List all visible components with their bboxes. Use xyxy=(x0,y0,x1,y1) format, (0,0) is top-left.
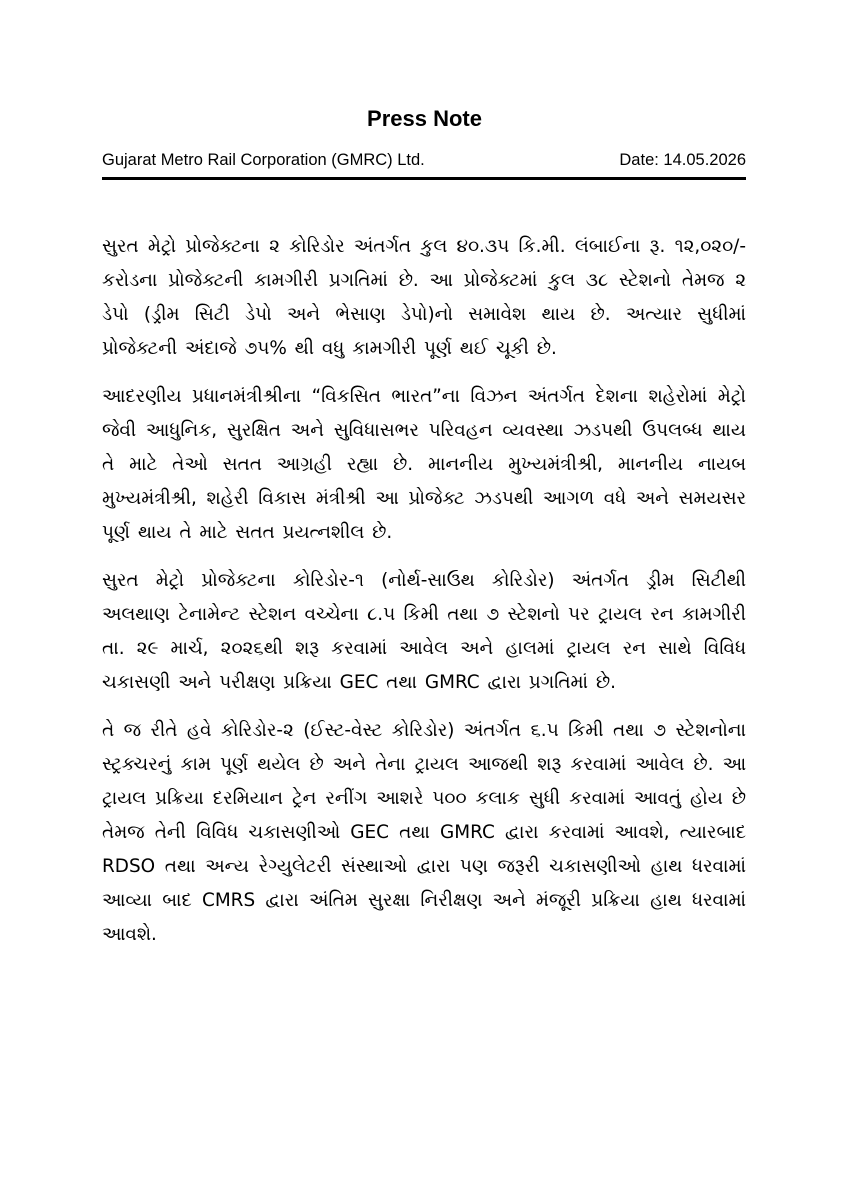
organization-name: Gujarat Metro Rail Corporation (GMRC) Ltd. xyxy=(102,151,425,169)
document-header xyxy=(102,148,746,180)
paragraph-corridor-2-trial: તે જ રીતે હવે કોરિડોર-૨ (ઈસ્ટ-વેસ્ટ કોરિડોર) અંતર્ગત ૬.૫ કિમી તથા ૭ સ્ટેશનોના સ્ટ્રક્ચરનું કામ પૂર્ણ થયેલ છે અને તેના ટ્રાયલ આજથી શરૂ કરવામાં આવેલ છે. આ ટ્રાયલ પ્રક્રિયા દરમિયાન ટ્રેન રનીંગ આશરે ૫૦૦ કલાક સુધી કરવામાં આવતું હોય છે તેમજ તેની વિવિધ ચકાસણીઓ GEC તથા GMRC દ્વારા કરવામાં આવશે, ત્યારબાદ RDSO તથા અન્ય રેગ્યુલેટરી સંસ્થાઓ દ્વારા પણ જરૂરી ચકાસણીઓ હાથ ધરવામાં આવ્યા બાદ CMRS દ્વારા અંતિમ સુરક્ષા નિરીક્ષણ અને મંજૂરી પ્રક્રિયા હાથ ધરવામાં આવશે. xyxy=(102,720,746,945)
paragraph-vision: આદરણીય પ્રધાનમંત્રીશ્રીના “વિકસિત ભારત”ના વિઝન અંતર્ગત દેશના શહેરોમાં મેટ્રો જેવી આધુનિક, સુરક્ષિત અને સુવિધાસભર પરિવહન વ્યવસ્થા ઝડપથી ઉપલબ્ધ થાય તે માટે તેઓ સતત આગ્રહી રહ્યા છે. માનનીય મુખ્યમંત્રીશ્રી, માનનીય નાયબ મુખ્યમંત્રીશ્રી, શહેરી વિકાસ મંત્રીશ્રી આ પ્રોજેક્ટ ઝડપથી આગળ વધે અને સમયસર પૂર્ણ થાય તે માટે સતત પ્રયત્નશીલ છે. xyxy=(102,386,746,543)
paragraph-corridor-1-trial: સુરત મેટ્રો પ્રોજેક્ટના કોરિડોર-૧ (નોર્થ-સાઉથ કોરિડોર) અંતર્ગત ડ્રીમ સિટીથી અલથાણ ટેનામેન્ટ સ્ટેશન વચ્ચેના ૮.૫ કિમી તથા ૭ સ્ટેશનો પર ટ્રાયલ રન કામગીરી તા. ૨૯ માર્ચ, ૨૦૨૬થી શરૂ કરવામાં આવેલ અને હાલમાં ટ્રાયલ રન સાથે વિવિધ ચકાસણી અને પરીક્ષણ પ્રક્રિયા GEC તથા GMRC દ્વારા પ્રગતિમાં છે. xyxy=(102,570,746,693)
page-title: Press Note xyxy=(367,106,482,131)
document-date: Date: 14.05.2026 xyxy=(619,151,746,169)
document-body xyxy=(102,230,746,966)
paragraph-project-overview: સુરત મેટ્રો પ્રોજેક્ટના ૨ કોરિડોર અંતર્ગત કુલ ૪૦.૩૫ કિ.મી. લંબાઈના રૂ. ૧૨,૦૨૦/- કરોડના પ્રોજેક્ટની કામગીરી પ્રગતિમાં છે. આ પ્રોજેક્ટમાં કુલ ૩૮ સ્ટેશનો તેમજ ૨ ડેપો (ડ્રીમ સિટી ડેપો અને ભેસાણ ડેપો)નો સમાવેશ થાય છે. અત્યાર સુધીમાં પ્રોજેક્ટની અંદાજે ૭૫% થી વધુ કામગીરી પૂર્ણ થઈ ચૂકી છે. xyxy=(102,236,746,359)
